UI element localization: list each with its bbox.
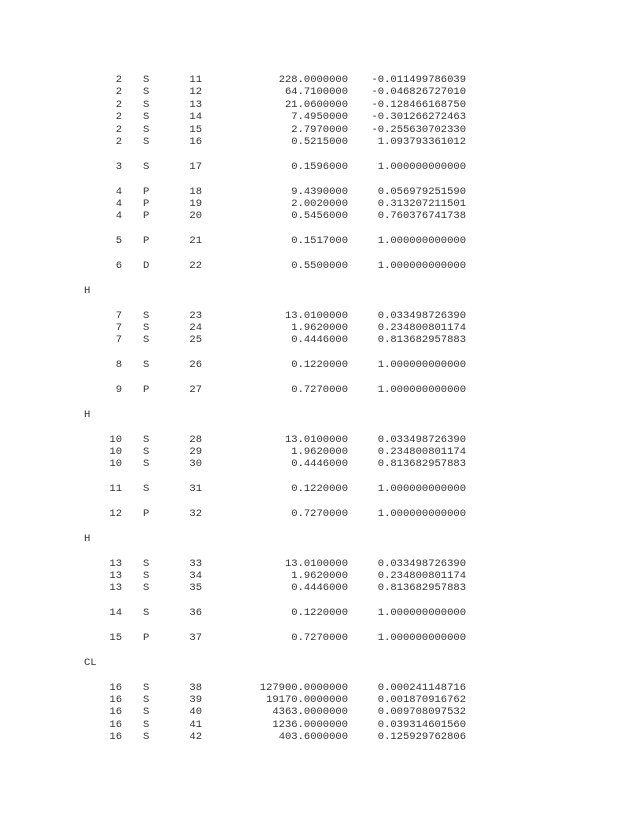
exponent-value: 4363.0000000 bbox=[272, 706, 348, 718]
exponent-value: 13.0100000 bbox=[284, 558, 348, 570]
shell-type: S bbox=[143, 694, 150, 706]
shell-number: 6 bbox=[115, 260, 122, 272]
exponent-value: 2.7970000 bbox=[291, 124, 348, 136]
primitive-index: 24 bbox=[189, 322, 202, 334]
primitive-index: 20 bbox=[189, 210, 202, 222]
shell-number: 5 bbox=[115, 235, 122, 247]
shell-type: S bbox=[143, 86, 150, 98]
shell-number: 2 bbox=[115, 99, 122, 111]
shell-type: S bbox=[143, 74, 150, 86]
exponent-value: 13.0100000 bbox=[284, 434, 348, 446]
shell-number: 16 bbox=[109, 719, 122, 731]
shell-type: S bbox=[143, 334, 150, 346]
basis-row bbox=[0, 235, 638, 247]
exponent-value: 21.0600000 bbox=[284, 99, 348, 111]
atom-header bbox=[0, 285, 638, 297]
basis-row bbox=[0, 483, 638, 495]
atom-header bbox=[0, 409, 638, 421]
exponent-value: 1.9620000 bbox=[291, 446, 348, 458]
primitive-index: 30 bbox=[189, 458, 202, 470]
primitive-index: 28 bbox=[189, 434, 202, 446]
shell-type: S bbox=[143, 124, 150, 136]
exponent-value: 0.7270000 bbox=[291, 384, 348, 396]
primitive-index: 22 bbox=[189, 260, 202, 272]
shell-type: P bbox=[143, 632, 150, 644]
basis-row bbox=[0, 508, 638, 520]
basis-row bbox=[0, 706, 638, 718]
primitive-index: 41 bbox=[189, 719, 202, 731]
shell-type: S bbox=[143, 607, 150, 619]
shell-type: S bbox=[143, 322, 150, 334]
primitive-index: 18 bbox=[189, 186, 202, 198]
shell-number: 16 bbox=[109, 694, 122, 706]
contraction-coefficient: 0.033498726390 bbox=[377, 310, 466, 322]
contraction-coefficient: -0.255630702330 bbox=[371, 124, 466, 136]
shell-number: 4 bbox=[115, 210, 122, 222]
exponent-value: 0.5500000 bbox=[291, 260, 348, 272]
contraction-coefficient: 0.813682957883 bbox=[377, 458, 466, 470]
exponent-value: 0.5215000 bbox=[291, 136, 348, 148]
shell-number: 2 bbox=[115, 124, 122, 136]
basis-row bbox=[0, 582, 638, 594]
shell-type: S bbox=[143, 558, 150, 570]
exponent-value: 0.7270000 bbox=[291, 632, 348, 644]
contraction-coefficient: 1.000000000000 bbox=[377, 359, 466, 371]
exponent-value: 0.1220000 bbox=[291, 483, 348, 495]
contraction-coefficient: 0.125929762806 bbox=[377, 731, 466, 743]
shell-number: 3 bbox=[115, 161, 122, 173]
shell-type: S bbox=[143, 446, 150, 458]
basis-row bbox=[0, 198, 638, 210]
contraction-coefficient: -0.128466168750 bbox=[371, 99, 466, 111]
contraction-coefficient: 0.056979251590 bbox=[377, 186, 466, 198]
primitive-index: 34 bbox=[189, 570, 202, 582]
primitive-index: 31 bbox=[189, 483, 202, 495]
shell-number: 16 bbox=[109, 706, 122, 718]
shell-type: S bbox=[143, 434, 150, 446]
shell-type: S bbox=[143, 99, 150, 111]
primitive-index: 16 bbox=[189, 136, 202, 148]
primitive-index: 32 bbox=[189, 508, 202, 520]
exponent-value: 0.1220000 bbox=[291, 607, 348, 619]
contraction-coefficient: 1.000000000000 bbox=[377, 161, 466, 173]
shell-number: 4 bbox=[115, 186, 122, 198]
exponent-value: 0.4446000 bbox=[291, 582, 348, 594]
basis-row bbox=[0, 731, 638, 743]
shell-number: 8 bbox=[115, 359, 122, 371]
shell-number: 4 bbox=[115, 198, 122, 210]
contraction-coefficient: -0.046826727010 bbox=[371, 86, 466, 98]
primitive-index: 14 bbox=[189, 111, 202, 123]
shell-type: S bbox=[143, 136, 150, 148]
shell-number: 16 bbox=[109, 682, 122, 694]
contraction-coefficient: 0.234800801174 bbox=[377, 570, 466, 582]
shell-type: S bbox=[143, 111, 150, 123]
basis-row bbox=[0, 446, 638, 458]
shell-type: D bbox=[143, 260, 150, 272]
exponent-value: 9.4390000 bbox=[291, 186, 348, 198]
basis-row bbox=[0, 719, 638, 731]
primitive-index: 13 bbox=[189, 99, 202, 111]
primitive-index: 37 bbox=[189, 632, 202, 644]
basis-row bbox=[0, 632, 638, 644]
exponent-value: 1.9620000 bbox=[291, 322, 348, 334]
shell-type: S bbox=[143, 483, 150, 495]
exponent-value: 13.0100000 bbox=[284, 310, 348, 322]
contraction-coefficient: 1.093793361012 bbox=[377, 136, 466, 148]
primitive-index: 19 bbox=[189, 198, 202, 210]
basis-row bbox=[0, 74, 638, 86]
primitive-index: 21 bbox=[189, 235, 202, 247]
shell-number: 10 bbox=[109, 446, 122, 458]
shell-type: P bbox=[143, 508, 150, 520]
basis-row bbox=[0, 359, 638, 371]
basis-row bbox=[0, 434, 638, 446]
contraction-coefficient: 0.760376741738 bbox=[377, 210, 466, 222]
basis-row bbox=[0, 210, 638, 222]
shell-number: 14 bbox=[109, 607, 122, 619]
atom-label: H bbox=[84, 533, 91, 545]
shell-number: 7 bbox=[115, 322, 122, 334]
basis-row bbox=[0, 334, 638, 346]
shell-number: 10 bbox=[109, 458, 122, 470]
basis-row bbox=[0, 124, 638, 136]
primitive-index: 25 bbox=[189, 334, 202, 346]
exponent-value: 7.4950000 bbox=[291, 111, 348, 123]
exponent-value: 1236.0000000 bbox=[272, 719, 348, 731]
shell-number: 13 bbox=[109, 558, 122, 570]
atom-label: H bbox=[84, 409, 91, 421]
basis-row bbox=[0, 694, 638, 706]
basis-row bbox=[0, 458, 638, 470]
contraction-coefficient: 0.234800801174 bbox=[377, 446, 466, 458]
shell-number: 7 bbox=[115, 310, 122, 322]
shell-number: 15 bbox=[109, 632, 122, 644]
contraction-coefficient: 0.001870916762 bbox=[377, 694, 466, 706]
exponent-value: 127900.0000000 bbox=[259, 682, 348, 694]
primitive-index: 33 bbox=[189, 558, 202, 570]
contraction-coefficient: 1.000000000000 bbox=[377, 607, 466, 619]
primitive-index: 26 bbox=[189, 359, 202, 371]
contraction-coefficient: 1.000000000000 bbox=[377, 508, 466, 520]
basis-row bbox=[0, 161, 638, 173]
contraction-coefficient: 0.033498726390 bbox=[377, 558, 466, 570]
contraction-coefficient: 0.313207211501 bbox=[377, 198, 466, 210]
primitive-index: 23 bbox=[189, 310, 202, 322]
shell-type: P bbox=[143, 235, 150, 247]
shell-type: S bbox=[143, 359, 150, 371]
contraction-coefficient: 0.813682957883 bbox=[377, 582, 466, 594]
shell-type: P bbox=[143, 210, 150, 222]
shell-number: 7 bbox=[115, 334, 122, 346]
basis-row bbox=[0, 86, 638, 98]
shell-type: P bbox=[143, 384, 150, 396]
shell-number: 10 bbox=[109, 434, 122, 446]
primitive-index: 12 bbox=[189, 86, 202, 98]
basis-row bbox=[0, 99, 638, 111]
shell-type: S bbox=[143, 582, 150, 594]
exponent-value: 0.7270000 bbox=[291, 508, 348, 520]
exponent-value: 2.0020000 bbox=[291, 198, 348, 210]
exponent-value: 1.9620000 bbox=[291, 570, 348, 582]
contraction-coefficient: 1.000000000000 bbox=[377, 632, 466, 644]
shell-number: 13 bbox=[109, 570, 122, 582]
contraction-coefficient: 0.234800801174 bbox=[377, 322, 466, 334]
shell-number: 2 bbox=[115, 74, 122, 86]
exponent-value: 0.1517000 bbox=[291, 235, 348, 247]
shell-type: S bbox=[143, 458, 150, 470]
basis-row bbox=[0, 186, 638, 198]
shell-type: S bbox=[143, 682, 150, 694]
shell-number: 11 bbox=[109, 483, 122, 495]
basis-row bbox=[0, 310, 638, 322]
contraction-coefficient: 0.033498726390 bbox=[377, 434, 466, 446]
basis-row bbox=[0, 384, 638, 396]
contraction-coefficient: 0.813682957883 bbox=[377, 334, 466, 346]
exponent-value: 0.1220000 bbox=[291, 359, 348, 371]
contraction-coefficient: 1.000000000000 bbox=[377, 483, 466, 495]
shell-number: 2 bbox=[115, 111, 122, 123]
basis-row bbox=[0, 136, 638, 148]
primitive-index: 42 bbox=[189, 731, 202, 743]
contraction-coefficient: 0.039314601560 bbox=[377, 719, 466, 731]
primitive-index: 39 bbox=[189, 694, 202, 706]
shell-type: S bbox=[143, 161, 150, 173]
exponent-value: 0.1596000 bbox=[291, 161, 348, 173]
exponent-value: 403.6000000 bbox=[278, 731, 348, 743]
atom-header bbox=[0, 533, 638, 545]
shell-number: 13 bbox=[109, 582, 122, 594]
contraction-coefficient: 1.000000000000 bbox=[377, 384, 466, 396]
primitive-index: 27 bbox=[189, 384, 202, 396]
exponent-value: 64.7100000 bbox=[284, 86, 348, 98]
exponent-value: 228.0000000 bbox=[278, 74, 348, 86]
shell-type: P bbox=[143, 198, 150, 210]
primitive-index: 35 bbox=[189, 582, 202, 594]
exponent-value: 19170.0000000 bbox=[266, 694, 348, 706]
contraction-coefficient: 1.000000000000 bbox=[377, 260, 466, 272]
shell-type: S bbox=[143, 731, 150, 743]
contraction-coefficient: -0.011499786039 bbox=[371, 74, 466, 86]
basis-row bbox=[0, 558, 638, 570]
basis-row bbox=[0, 682, 638, 694]
shell-type: S bbox=[143, 706, 150, 718]
basis-row bbox=[0, 607, 638, 619]
shell-number: 2 bbox=[115, 86, 122, 98]
primitive-index: 11 bbox=[189, 74, 202, 86]
exponent-value: 0.4446000 bbox=[291, 458, 348, 470]
shell-number: 9 bbox=[115, 384, 122, 396]
primitive-index: 15 bbox=[189, 124, 202, 136]
basis-row bbox=[0, 260, 638, 272]
shell-number: 12 bbox=[109, 508, 122, 520]
contraction-coefficient: -0.301266272463 bbox=[371, 111, 466, 123]
shell-type: P bbox=[143, 186, 150, 198]
exponent-value: 0.5456000 bbox=[291, 210, 348, 222]
basis-row bbox=[0, 322, 638, 334]
exponent-value: 0.4446000 bbox=[291, 334, 348, 346]
primitive-index: 40 bbox=[189, 706, 202, 718]
primitive-index: 36 bbox=[189, 607, 202, 619]
shell-number: 16 bbox=[109, 731, 122, 743]
shell-type: S bbox=[143, 310, 150, 322]
atom-label: CL bbox=[84, 657, 97, 669]
shell-type: S bbox=[143, 719, 150, 731]
basis-row bbox=[0, 570, 638, 582]
contraction-coefficient: 0.009708097532 bbox=[377, 706, 466, 718]
atom-header bbox=[0, 657, 638, 669]
contraction-coefficient: 1.000000000000 bbox=[377, 235, 466, 247]
atom-label: H bbox=[84, 285, 91, 297]
primitive-index: 29 bbox=[189, 446, 202, 458]
contraction-coefficient: 0.000241148716 bbox=[377, 682, 466, 694]
primitive-index: 17 bbox=[189, 161, 202, 173]
basis-row bbox=[0, 111, 638, 123]
shell-type: S bbox=[143, 570, 150, 582]
shell-number: 2 bbox=[115, 136, 122, 148]
primitive-index: 38 bbox=[189, 682, 202, 694]
